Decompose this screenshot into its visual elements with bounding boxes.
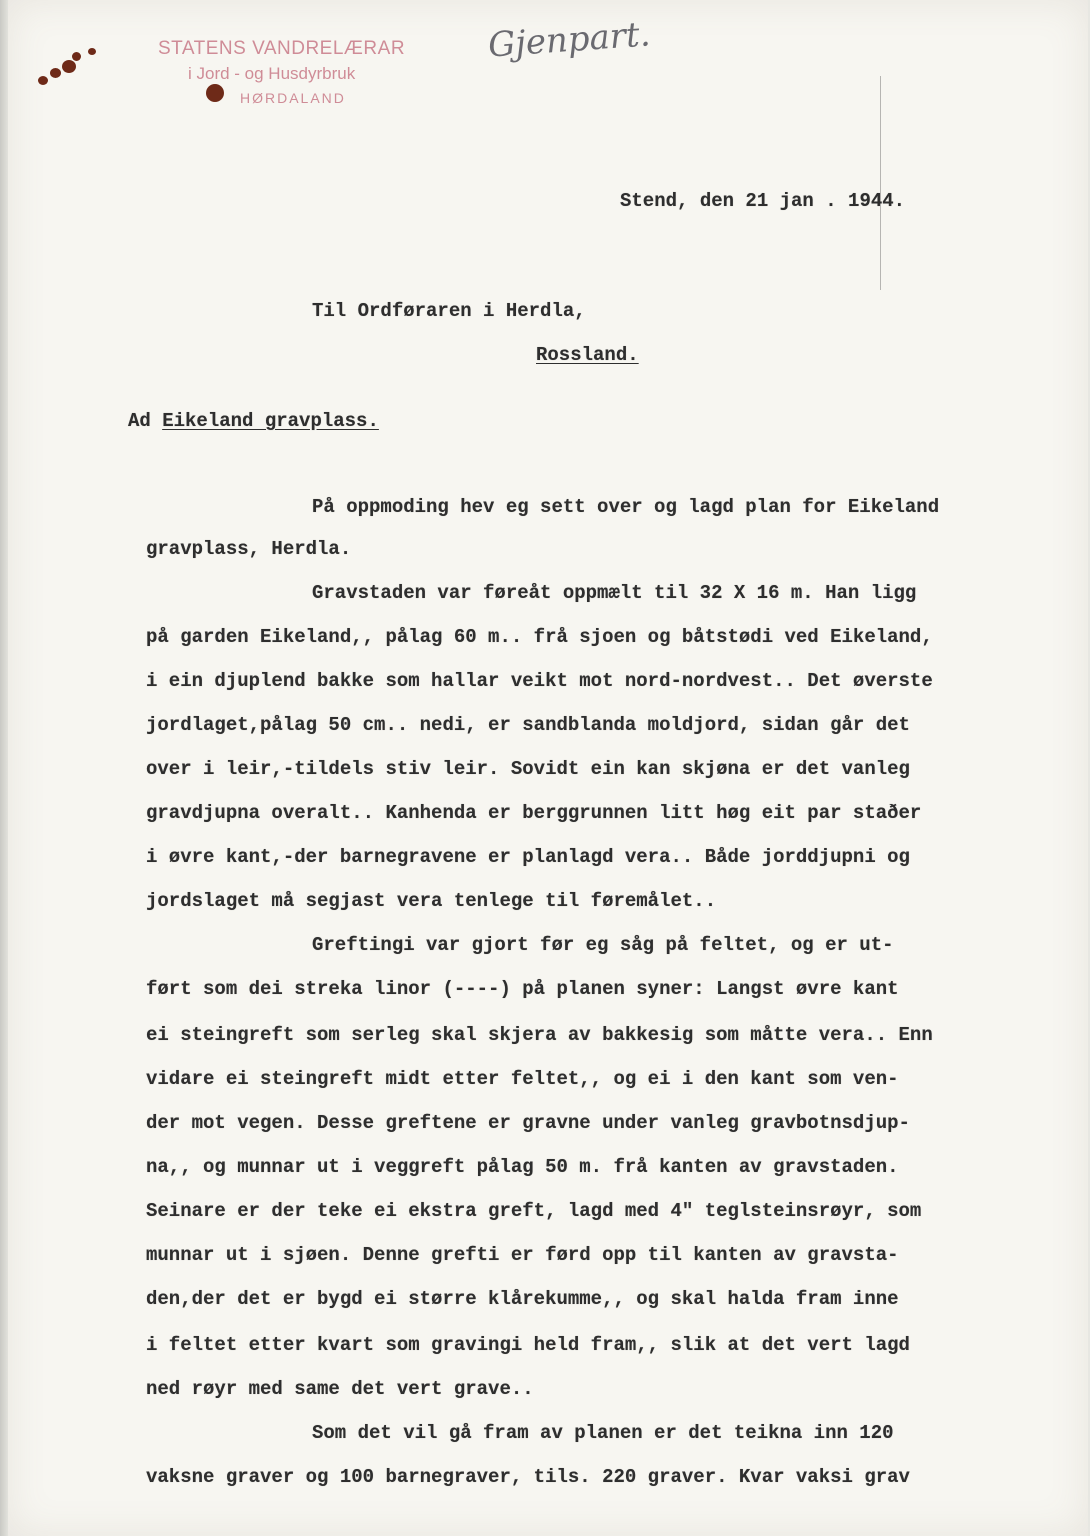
body-line: Som det vil gå fram av planen er det teikna inn 120 xyxy=(312,1422,894,1444)
handwritten-note: Gjenpart. xyxy=(486,14,652,66)
body-line: i feltet etter kvart som gravingi held fram,, slik at det vert lagd xyxy=(146,1334,910,1356)
body-line: jordslaget må segjast vera tenlege til føremålet.. xyxy=(146,890,717,912)
ink-stain xyxy=(38,40,118,100)
letter-page xyxy=(8,0,1088,1536)
paper-edge xyxy=(0,0,8,1536)
subject-title: Eikeland gravplass. xyxy=(162,410,379,432)
stamp-line-3: HØRDALAND xyxy=(240,90,346,106)
body-line: gravplass, Herdla. xyxy=(146,538,352,560)
date-line: Stend, den 21 jan . 1944. xyxy=(620,190,906,212)
body-line: den,der det er bygd ei større klårekumme,, og skal halda fram inne xyxy=(146,1288,899,1310)
body-line: ned røyr med same det vert grave.. xyxy=(146,1378,534,1400)
body-line: i ein djuplend bakke som hallar veikt mot nord-nordvest.. Det øverste xyxy=(146,670,933,692)
stamp-line-1: STATENS VANDRELÆRAR xyxy=(158,38,406,59)
body-line: Gravstaden var føreåt oppmælt til 32 X 16 m. Han ligg xyxy=(312,582,917,604)
body-line: Seinare er der teke ei ekstra greft, lagd med 4" teglsteinsrøyr, som xyxy=(146,1200,922,1222)
body-line: gravdjupna overalt.. Kanhenda er berggrunnen litt høg eit par staðer xyxy=(146,802,922,824)
body-line: munnar ut i sjøen. Denne grefti er førd opp til kanten av gravsta- xyxy=(146,1244,899,1266)
stamp-line-2: i Jord - og Husdyrbruk xyxy=(188,64,356,83)
body-line: Greftingi var gjort før eg såg på feltet, og er ut- xyxy=(312,934,894,956)
recipient-line-2: Rossland. xyxy=(536,344,639,366)
body-line: På oppmoding hev eg sett over og lagd plan for Eikeland xyxy=(312,496,940,518)
body-line: i øvre kant,-der barnegravene er planlagd vera.. Både jorddjupni og xyxy=(146,846,910,868)
body-line: vidare ei steingreft midt etter feltet,, og ei i den kant som ven- xyxy=(146,1068,899,1090)
paper-crease xyxy=(880,76,881,290)
recipient-line-1: Til Ordføraren i Herdla, xyxy=(312,300,586,322)
body-line: vaksne graver og 100 barnegraver, tils. 220 graver. Kvar vaksi grav xyxy=(146,1466,910,1488)
subject-line xyxy=(128,410,379,432)
subject-prefix: Ad xyxy=(128,410,151,432)
body-line: na,, og munnar ut i veggreft pålag 50 m. frå kanten av gravstaden. xyxy=(146,1156,899,1178)
body-line: ei steingreft som serleg skal skjera av bakkesig som måtte vera.. Enn xyxy=(146,1024,933,1046)
body-line: over i leir,-tildels stiv leir. Sovidt ein kan skjøna er det vanleg xyxy=(146,758,910,780)
body-line: jordlaget,pålag 50 cm.. nedi, er sandblanda moldjord, sidan går det xyxy=(146,714,910,736)
body-line: ført som dei streka linor (----) på planen syner: Langst øvre kant xyxy=(146,978,899,1000)
body-line: på garden Eikeland,, pålag 60 m.. frå sjoen og båtstødi ved Eikeland, xyxy=(146,626,933,648)
body-line: der mot vegen. Desse greftene er gravne under vanleg gravbotnsdjup- xyxy=(146,1112,910,1134)
